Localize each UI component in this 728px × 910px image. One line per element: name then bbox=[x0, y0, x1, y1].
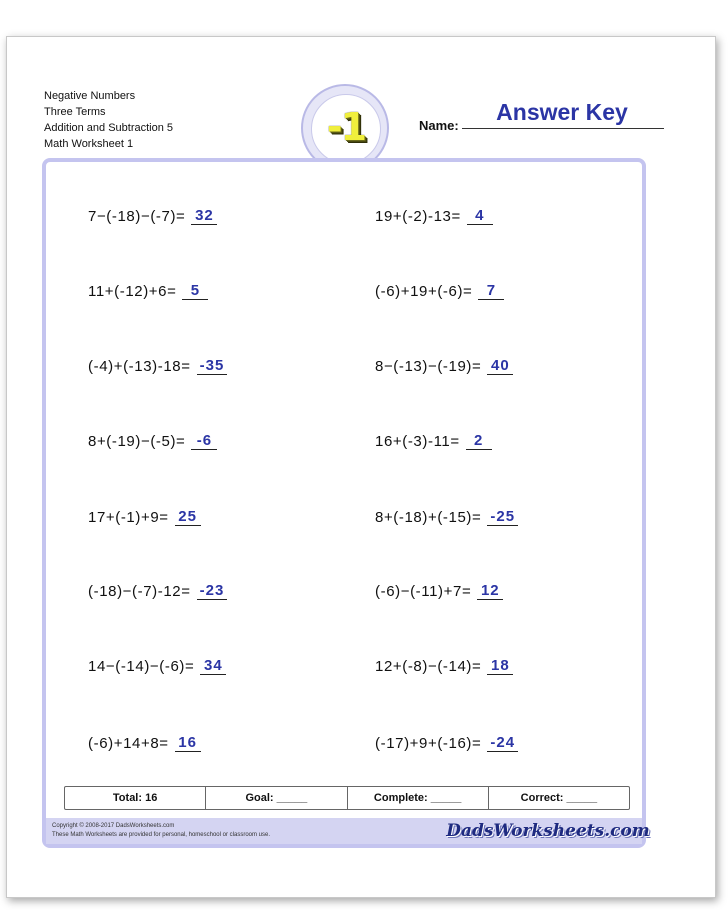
problem-expression: (-18)−(-7)-12= bbox=[88, 583, 191, 600]
problem-answer: -24 bbox=[487, 734, 518, 752]
problem-answer: 18 bbox=[487, 657, 513, 675]
problem-answer: 16 bbox=[175, 734, 201, 752]
copyright-line: Copyright © 2008-2017 DadsWorksheets.com bbox=[52, 823, 175, 829]
problem-answer: -6 bbox=[191, 432, 217, 450]
problem bbox=[88, 576, 227, 600]
usage-note: These Math Worksheets are provided for personal, homeschool or classroom use. bbox=[52, 832, 270, 838]
problem-expression: 16+(-3)-11= bbox=[375, 433, 460, 450]
problem bbox=[375, 728, 518, 752]
problem-answer: -25 bbox=[487, 508, 518, 526]
badge-text: -1 bbox=[326, 105, 366, 149]
problem bbox=[88, 502, 201, 526]
problem bbox=[375, 651, 513, 675]
header-line-operation: Addition and Subtraction 5 bbox=[44, 122, 174, 134]
problem-answer: -23 bbox=[197, 582, 228, 600]
problem bbox=[88, 201, 217, 225]
problem-expression: 8+(-18)+(-15)= bbox=[375, 509, 482, 526]
problem-expression: (-17)+9+(-16)= bbox=[375, 735, 482, 752]
problem-answer: 25 bbox=[175, 508, 201, 526]
header-line-topic: Negative Numbers bbox=[44, 90, 136, 102]
correct-cell: Correct: _____ bbox=[520, 792, 598, 804]
goal-cell: Goal: _____ bbox=[206, 787, 347, 809]
problem-expression: 19+(-2)-13= bbox=[375, 208, 461, 225]
header-line-terms: Three Terms bbox=[44, 106, 106, 118]
header-line-worksheet: Math Worksheet 1 bbox=[44, 138, 134, 150]
problem-expression: (-6)+19+(-6)= bbox=[375, 283, 473, 300]
problem-expression: 14−(-14)−(-6)= bbox=[88, 658, 195, 675]
problem bbox=[88, 351, 227, 375]
problem-expression: (-4)+(-13)-18= bbox=[88, 358, 191, 375]
problem bbox=[88, 728, 201, 752]
problem-answer: 40 bbox=[487, 357, 513, 375]
problem-expression: (-6)+14+8= bbox=[88, 735, 169, 752]
problem bbox=[375, 502, 518, 526]
problem-expression: 12+(-8)−(-14)= bbox=[375, 658, 482, 675]
problem bbox=[88, 651, 226, 675]
problem-answer: 12 bbox=[477, 582, 503, 600]
name-line bbox=[462, 128, 664, 129]
problem bbox=[88, 426, 217, 450]
problem-expression: 17+(-1)+9= bbox=[88, 509, 169, 526]
problem bbox=[88, 276, 208, 300]
problem-expression: 8+(-19)−(-5)= bbox=[88, 433, 186, 450]
problem-answer: 34 bbox=[200, 657, 226, 675]
problem-expression: 7−(-18)−(-7)= bbox=[88, 208, 186, 225]
answer-key-title: Answer Key bbox=[496, 99, 628, 125]
problem-answer: 2 bbox=[466, 432, 492, 450]
problem-expression: 11+(-12)+6= bbox=[88, 283, 177, 300]
worksheet-header bbox=[44, 88, 173, 152]
problem-answer: 32 bbox=[191, 207, 217, 225]
problem bbox=[375, 351, 513, 375]
badge-inner-circle bbox=[311, 94, 381, 164]
copyright-notice bbox=[52, 822, 270, 840]
problem bbox=[375, 276, 504, 300]
problem-answer: 5 bbox=[182, 282, 208, 300]
problem-expression: 8−(-13)−(-19)= bbox=[375, 358, 482, 375]
problem-answer: 7 bbox=[478, 282, 504, 300]
problem bbox=[375, 201, 493, 225]
problem bbox=[375, 576, 503, 600]
problem-answer: 4 bbox=[467, 207, 493, 225]
total-cell: Total: 16 bbox=[65, 787, 206, 809]
complete-cell: Complete: _____ bbox=[348, 787, 489, 809]
name-label: Name: bbox=[419, 118, 459, 133]
dadsworksheets-logo: DadsWorksheets.com bbox=[446, 821, 650, 841]
score-summary-bar bbox=[64, 786, 630, 810]
problem-expression: (-6)−(-11)+7= bbox=[375, 583, 472, 600]
problem-answer: -35 bbox=[197, 357, 228, 375]
problem bbox=[375, 426, 492, 450]
